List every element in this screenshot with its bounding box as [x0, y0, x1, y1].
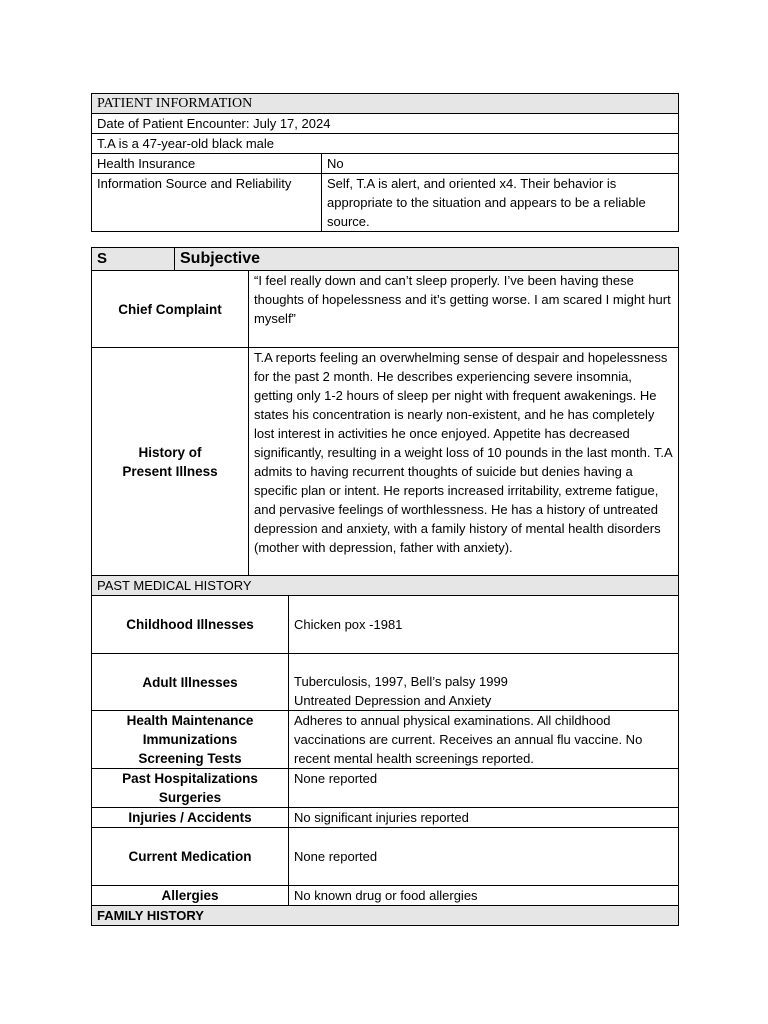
insurance-value: No — [322, 154, 679, 174]
encounter-date: Date of Patient Encounter: July 17, 2024 — [92, 114, 679, 134]
subjective-title: Subjective — [175, 248, 679, 271]
health-maintenance-line-3: Screening Tests — [138, 751, 242, 766]
section-code: S — [92, 248, 175, 271]
current-medication-label: Current Medication — [92, 828, 289, 886]
chief-complaint-value: “I feel really down and can’t sleep properly. I’ve been having these thoughts of hopelessness and it’s getting worse. I am scared I might hurt myself” — [249, 271, 679, 348]
patient-description: T.A is a 47-year-old black male — [92, 134, 679, 154]
patient-information-header: PATIENT INFORMATION — [92, 94, 679, 114]
source-label: Information Source and Reliability — [92, 174, 322, 232]
adult-illnesses-value — [289, 654, 679, 711]
chief-complaint-label: Chief Complaint — [92, 271, 249, 348]
hospitalizations-label — [92, 769, 289, 808]
hpi-label-line-1: History of — [138, 444, 202, 460]
current-medication-value: None reported — [289, 828, 679, 886]
injuries-value: No significant injuries reported — [289, 808, 679, 828]
hpi-label-line-2: Present Illness — [122, 463, 218, 479]
injuries-label: Injuries / Accidents — [92, 808, 289, 828]
health-maintenance-label — [92, 711, 289, 769]
health-maintenance-line-2: Immunizations — [142, 732, 238, 747]
allergies-label: Allergies — [92, 886, 289, 906]
family-history-header: FAMILY HISTORY — [92, 906, 679, 926]
hospitalizations-value: None reported — [289, 769, 679, 808]
past-medical-history-header: PAST MEDICAL HISTORY — [92, 576, 679, 596]
insurance-label: Health Insurance — [92, 154, 322, 174]
allergies-value: No known drug or food allergies — [289, 886, 679, 906]
patient-information-table — [91, 93, 679, 232]
childhood-illnesses-label: Childhood Illnesses — [92, 596, 289, 654]
health-maintenance-value: Adheres to annual physical examinations. All childhood vaccinations are current. Receives an annual flu vaccine. No recent mental health screenings reported. — [289, 711, 679, 769]
subjective-table — [91, 247, 679, 926]
adult-illnesses-line-1: Tuberculosis, 1997, Bell’s palsy 1999 — [294, 674, 508, 689]
source-value: Self, T.A is alert, and oriented x4. Their behavior is appropriate to the situation and appears to be a reliable source. — [322, 174, 679, 232]
childhood-illnesses-value: Chicken pox -1981 — [289, 596, 679, 654]
adult-illnesses-label: Adult Illnesses — [92, 654, 289, 711]
health-maintenance-line-1: Health Maintenance — [126, 713, 254, 728]
hospitalizations-line-2: Surgeries — [158, 790, 222, 805]
hospitalizations-line-1: Past Hospitalizations — [122, 771, 258, 786]
hpi-value: T.A reports feeling an overwhelming sense of despair and hopelessness for the past 2 month. He describes experiencing severe insomnia, getting only 1-2 hours of sleep per night with frequent awakenings. He states his concentration is nearly non-existent, and he has completely lost interest in activities he once enjoyed. Appetite has decreased significantly, resulting in a weight loss of 10 pounds in the last month. T.A admits to having recurrent thoughts of suicide but denies having a specific plan or intent. He reports increased irritability, extreme fatigue, and pervasive feelings of worthlessness. He has a history of untreated depression and anxiety, with a family history of mental health disorders (mother with depression, father with anxiety). — [249, 348, 679, 576]
adult-illnesses-line-2: Untreated Depression and Anxiety — [294, 693, 492, 708]
hpi-label — [92, 348, 249, 576]
